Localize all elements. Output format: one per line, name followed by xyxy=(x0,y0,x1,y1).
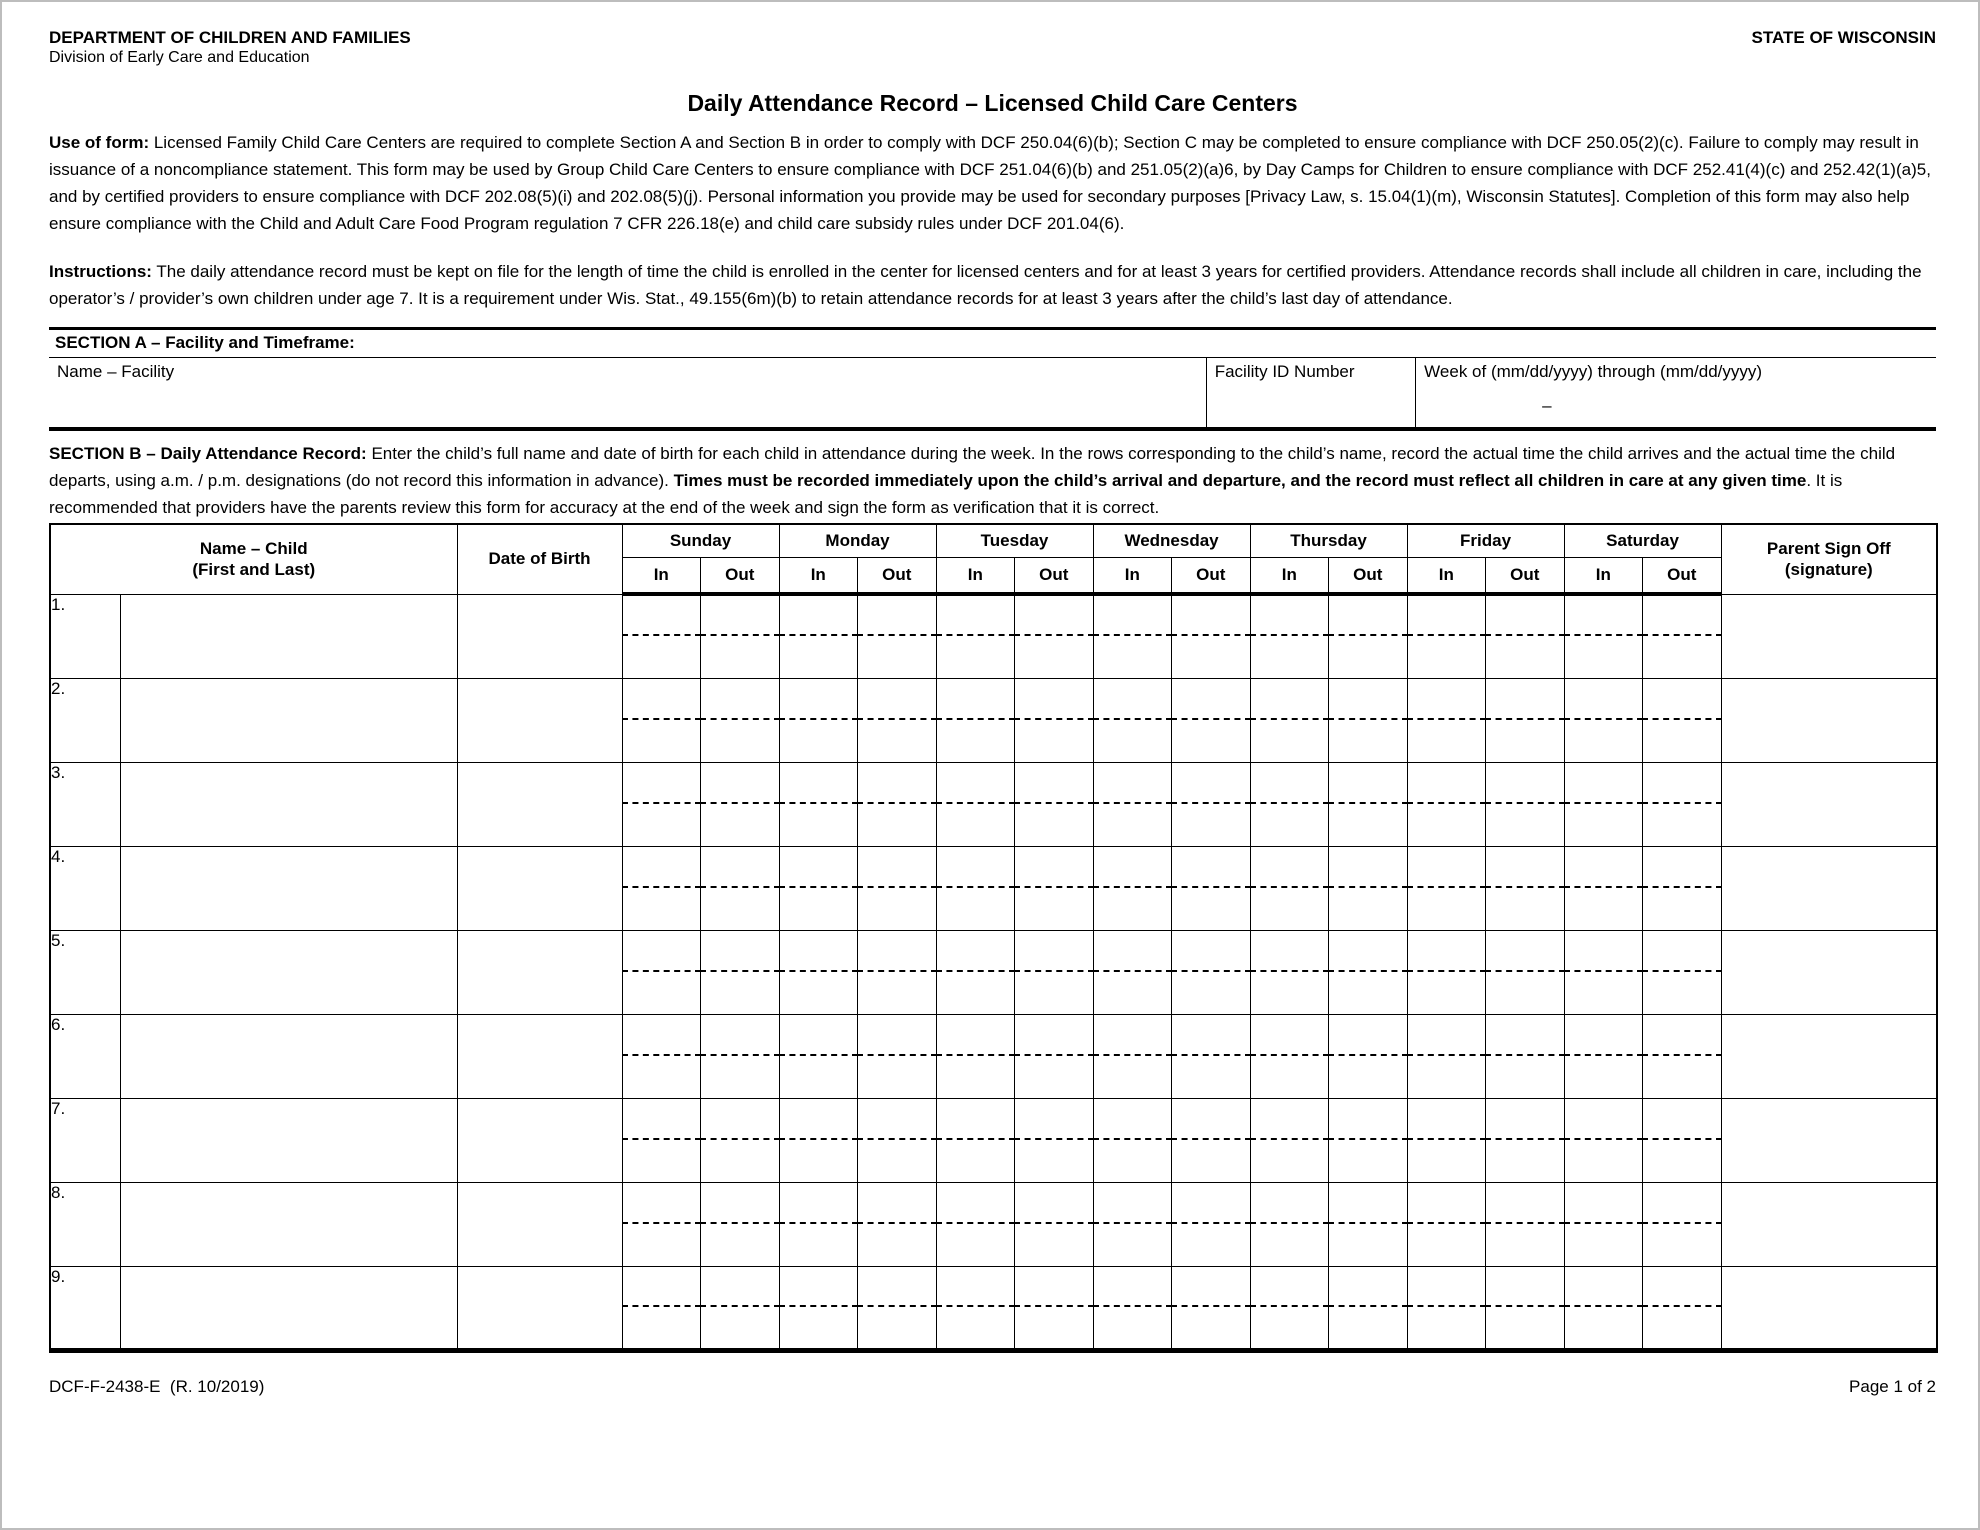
time-in-cell-thursday[interactable] xyxy=(1250,1266,1329,1350)
time-in-cell-monday[interactable] xyxy=(779,930,858,1014)
time-in-cell-monday[interactable] xyxy=(779,1014,858,1098)
time-out-cell-monday[interactable] xyxy=(858,1098,937,1182)
time-out-cell-tuesday[interactable] xyxy=(1015,678,1094,762)
time-in-cell-thursday[interactable] xyxy=(1250,594,1329,678)
date-of-birth-cell[interactable] xyxy=(457,1098,622,1182)
time-in-cell-sunday[interactable] xyxy=(622,930,701,1014)
parent-signoff-cell[interactable] xyxy=(1721,594,1937,678)
child-name-cell[interactable] xyxy=(120,930,457,1014)
time-in-cell-tuesday[interactable] xyxy=(936,678,1015,762)
section-a-fields xyxy=(49,358,1936,427)
time-out-cell-saturday[interactable] xyxy=(1643,1266,1722,1350)
day-header-saturday: Saturday xyxy=(1564,524,1721,557)
division-name: Division of Early Care and Education xyxy=(49,49,310,66)
time-out-cell-monday[interactable] xyxy=(858,1014,937,1098)
time-in-cell-friday[interactable] xyxy=(1407,762,1486,846)
time-out-cell-friday[interactable] xyxy=(1486,1098,1565,1182)
time-out-cell-wednesday[interactable] xyxy=(1172,1098,1251,1182)
time-in-cell-sunday[interactable] xyxy=(622,1098,701,1182)
time-in-cell-tuesday[interactable] xyxy=(936,846,1015,930)
day-header-friday: Friday xyxy=(1407,524,1564,557)
time-in-cell-friday[interactable] xyxy=(1407,678,1486,762)
time-in-cell-monday[interactable] xyxy=(779,678,858,762)
child-name-cell[interactable] xyxy=(120,1266,457,1350)
time-out-cell-saturday[interactable] xyxy=(1643,930,1722,1014)
use-of-form-text: Licensed Family Child Care Centers are required to complete Section A and Section B in order to comply with DCF 250.04(6)(b); Section C may be completed to ensure compliance with DCF 250.05(2)(c). Failure to comply may result in issuance of a noncompliance statement. This form may be used by Group Child Care Centers to ensure compliance with DCF 251.04(6)(b) and 251.05(2)(a)6, by Day Camps for Children to ensure compliance with DCF 252.41(4)(c) and 252.42(1)(a)5, and by certified providers to ensure compliance with DCF 202.08(5)(i) and 202.08(5)(j). Personal information you provide may be used for secondary purposes [Privacy Law, s. 15.04(1)(m), Wisconsin Statutes]. Completion of this form may also help ensure compliance with the Child and Adult Care Food Program regulation 7 CFR 226.18(e) and child care subsidy rules under DCF 201.04(6). xyxy=(49,133,1931,233)
time-in-cell-monday[interactable] xyxy=(779,1266,858,1350)
date-of-birth-cell[interactable] xyxy=(457,1182,622,1266)
state-label: STATE OF WISCONSIN xyxy=(1751,28,1936,47)
table-row xyxy=(50,1266,1937,1350)
table-row xyxy=(50,846,1937,930)
in-header-wednesday: In xyxy=(1093,557,1172,594)
instructions-label: Instructions: xyxy=(49,262,152,281)
time-out-cell-tuesday[interactable] xyxy=(1015,846,1094,930)
time-out-cell-thursday[interactable] xyxy=(1329,678,1408,762)
time-out-cell-saturday[interactable] xyxy=(1643,1182,1722,1266)
table-row xyxy=(50,678,1937,762)
time-in-cell-saturday[interactable] xyxy=(1564,1014,1643,1098)
in-header-saturday: In xyxy=(1564,557,1643,594)
parent-signoff-cell[interactable] xyxy=(1721,762,1937,846)
child-name-cell[interactable] xyxy=(120,846,457,930)
section-b-paragraph xyxy=(49,440,1936,521)
name-child-header-line1: Name – Child xyxy=(199,539,308,559)
time-out-cell-monday[interactable] xyxy=(858,846,937,930)
row-number: 5. xyxy=(50,930,120,1014)
time-out-cell-wednesday[interactable] xyxy=(1172,1014,1251,1098)
week-of-label: Week of (mm/dd/yyyy) through (mm/dd/yyyy) xyxy=(1424,362,1763,381)
time-in-cell-tuesday[interactable] xyxy=(936,1266,1015,1350)
time-out-cell-wednesday[interactable] xyxy=(1172,930,1251,1014)
date-of-birth-cell[interactable] xyxy=(457,846,622,930)
time-out-cell-friday[interactable] xyxy=(1486,1014,1565,1098)
row-number: 7. xyxy=(50,1098,120,1182)
time-in-cell-monday[interactable] xyxy=(779,1182,858,1266)
section-a-heading: SECTION A – Facility and Timeframe: xyxy=(49,330,1936,358)
time-out-cell-tuesday[interactable] xyxy=(1015,1098,1094,1182)
time-out-cell-saturday[interactable] xyxy=(1643,762,1722,846)
time-out-cell-thursday[interactable] xyxy=(1329,1266,1408,1350)
instructions-paragraph xyxy=(49,258,1936,312)
row-number: 3. xyxy=(50,762,120,846)
time-out-cell-wednesday[interactable] xyxy=(1172,678,1251,762)
time-in-cell-saturday[interactable] xyxy=(1564,1182,1643,1266)
time-in-cell-saturday[interactable] xyxy=(1564,762,1643,846)
name-child-header xyxy=(50,524,457,594)
date-of-birth-cell[interactable] xyxy=(457,762,622,846)
time-in-cell-wednesday[interactable] xyxy=(1093,1014,1172,1098)
time-out-cell-wednesday[interactable] xyxy=(1172,846,1251,930)
day-header-thursday: Thursday xyxy=(1250,524,1407,557)
time-in-cell-sunday[interactable] xyxy=(622,678,701,762)
time-in-cell-wednesday[interactable] xyxy=(1093,1266,1172,1350)
time-in-cell-wednesday[interactable] xyxy=(1093,930,1172,1014)
time-in-cell-saturday[interactable] xyxy=(1564,1266,1643,1350)
out-header-monday: Out xyxy=(858,557,937,594)
time-out-cell-friday[interactable] xyxy=(1486,1266,1565,1350)
table-row xyxy=(50,594,1937,678)
parent-signoff-cell[interactable] xyxy=(1721,930,1937,1014)
time-out-cell-sunday[interactable] xyxy=(701,1182,780,1266)
time-out-cell-saturday[interactable] xyxy=(1643,1014,1722,1098)
time-out-cell-saturday[interactable] xyxy=(1643,594,1722,678)
time-out-cell-friday[interactable] xyxy=(1486,846,1565,930)
time-in-cell-friday[interactable] xyxy=(1407,1098,1486,1182)
in-header-sunday: In xyxy=(622,557,701,594)
row-number: 8. xyxy=(50,1182,120,1266)
time-out-cell-monday[interactable] xyxy=(858,1182,937,1266)
row-number: 9. xyxy=(50,1266,120,1350)
time-out-cell-wednesday[interactable] xyxy=(1172,594,1251,678)
time-in-cell-tuesday[interactable] xyxy=(936,1182,1015,1266)
out-header-friday: Out xyxy=(1486,557,1565,594)
time-in-cell-monday[interactable] xyxy=(779,594,858,678)
time-out-cell-monday[interactable] xyxy=(858,678,937,762)
date-of-birth-cell[interactable] xyxy=(457,678,622,762)
time-in-cell-tuesday[interactable] xyxy=(936,1098,1015,1182)
time-in-cell-sunday[interactable] xyxy=(622,846,701,930)
time-out-cell-monday[interactable] xyxy=(858,930,937,1014)
time-out-cell-tuesday[interactable] xyxy=(1015,1014,1094,1098)
time-in-cell-thursday[interactable] xyxy=(1250,678,1329,762)
time-in-cell-tuesday[interactable] xyxy=(936,762,1015,846)
time-in-cell-friday[interactable] xyxy=(1407,1266,1486,1350)
date-of-birth-cell[interactable] xyxy=(457,594,622,678)
child-name-cell[interactable] xyxy=(120,1182,457,1266)
time-in-cell-sunday[interactable] xyxy=(622,594,701,678)
date-of-birth-cell[interactable] xyxy=(457,930,622,1014)
row-number: 2. xyxy=(50,678,120,762)
time-in-cell-thursday[interactable] xyxy=(1250,1014,1329,1098)
time-out-cell-wednesday[interactable] xyxy=(1172,762,1251,846)
parent-signoff-cell[interactable] xyxy=(1721,1182,1937,1266)
time-out-cell-tuesday[interactable] xyxy=(1015,594,1094,678)
time-in-cell-sunday[interactable] xyxy=(622,1182,701,1266)
time-in-cell-friday[interactable] xyxy=(1407,594,1486,678)
time-out-cell-wednesday[interactable] xyxy=(1172,1266,1251,1350)
time-in-cell-tuesday[interactable] xyxy=(936,930,1015,1014)
time-out-cell-sunday[interactable] xyxy=(701,1098,780,1182)
child-name-cell[interactable] xyxy=(120,594,457,678)
child-name-cell[interactable] xyxy=(120,1098,457,1182)
time-in-cell-sunday[interactable] xyxy=(622,762,701,846)
time-out-cell-thursday[interactable] xyxy=(1329,1098,1408,1182)
section-a xyxy=(49,327,1936,431)
time-in-cell-saturday[interactable] xyxy=(1564,1098,1643,1182)
child-name-cell[interactable] xyxy=(120,762,457,846)
in-header-thursday: In xyxy=(1250,557,1329,594)
time-in-cell-thursday[interactable] xyxy=(1250,846,1329,930)
parent-signoff-cell[interactable] xyxy=(1721,1014,1937,1098)
row-number: 6. xyxy=(50,1014,120,1098)
page-header xyxy=(49,28,1936,68)
time-in-cell-sunday[interactable] xyxy=(622,1014,701,1098)
time-in-cell-wednesday[interactable] xyxy=(1093,678,1172,762)
parent-signoff-cell[interactable] xyxy=(1721,846,1937,930)
table-row xyxy=(50,762,1937,846)
time-out-cell-saturday[interactable] xyxy=(1643,846,1722,930)
time-in-cell-wednesday[interactable] xyxy=(1093,594,1172,678)
facility-id-label: Facility ID Number xyxy=(1214,362,1355,381)
time-out-cell-friday[interactable] xyxy=(1486,762,1565,846)
time-in-cell-thursday[interactable] xyxy=(1250,930,1329,1014)
time-out-cell-friday[interactable] xyxy=(1486,678,1565,762)
time-out-cell-thursday[interactable] xyxy=(1329,846,1408,930)
time-in-cell-friday[interactable] xyxy=(1407,930,1486,1014)
in-header-tuesday: In xyxy=(936,557,1015,594)
time-in-cell-friday[interactable] xyxy=(1407,846,1486,930)
day-header-monday: Monday xyxy=(779,524,936,557)
parent-signoff-cell[interactable] xyxy=(1721,678,1937,762)
time-out-cell-tuesday[interactable] xyxy=(1015,762,1094,846)
time-out-cell-sunday[interactable] xyxy=(701,846,780,930)
name-child-header-line2: (First and Last) xyxy=(192,560,316,580)
time-out-cell-friday[interactable] xyxy=(1486,1182,1565,1266)
time-in-cell-tuesday[interactable] xyxy=(936,1014,1015,1098)
table-row xyxy=(50,1098,1937,1182)
table-row xyxy=(50,930,1937,1014)
time-out-cell-sunday[interactable] xyxy=(701,1266,780,1350)
time-in-cell-thursday[interactable] xyxy=(1250,1182,1329,1266)
time-out-cell-thursday[interactable] xyxy=(1329,594,1408,678)
time-out-cell-saturday[interactable] xyxy=(1643,1098,1722,1182)
page-footer xyxy=(49,1377,1936,1397)
time-out-cell-monday[interactable] xyxy=(858,594,937,678)
out-header-saturday: Out xyxy=(1643,557,1722,594)
form-title: Daily Attendance Record – Licensed Child Care Centers xyxy=(687,90,1298,116)
time-out-cell-wednesday[interactable] xyxy=(1172,1182,1251,1266)
facility-name-field[interactable] xyxy=(49,358,1206,427)
time-out-cell-monday[interactable] xyxy=(858,762,937,846)
section-b-bold-text: Times must be recorded immediately upon the child’s arrival and departure, and the record must reflect all children in care at any given time xyxy=(673,471,1807,490)
time-out-cell-tuesday[interactable] xyxy=(1015,1182,1094,1266)
time-in-cell-saturday[interactable] xyxy=(1564,594,1643,678)
date-of-birth-cell[interactable] xyxy=(457,1014,622,1098)
facility-id-field[interactable] xyxy=(1206,358,1415,427)
week-range-dash: – xyxy=(1542,396,1552,415)
time-in-cell-monday[interactable] xyxy=(779,1098,858,1182)
agency-block xyxy=(49,28,411,68)
table-row xyxy=(50,1182,1937,1266)
attendance-table xyxy=(49,523,1938,1353)
time-in-cell-thursday[interactable] xyxy=(1250,762,1329,846)
time-in-cell-saturday[interactable] xyxy=(1564,846,1643,930)
time-out-cell-saturday[interactable] xyxy=(1643,678,1722,762)
use-of-form-label: Use of form: xyxy=(49,133,150,152)
time-in-cell-wednesday[interactable] xyxy=(1093,1182,1172,1266)
instructions-text: The daily attendance record must be kept on file for the length of time the child is enrolled in the center for licensed centers and for at least 3 years for certified providers. Attendance records shall include all children in care, including the operator’s / provider’s own children under age 7. It is a requirement under Wis. Stat., 49.155(6m)(b) to retain attendance records for at least 3 years after the child’s last day of attendance. xyxy=(49,262,1922,308)
parent-signoff-header-line1: Parent Sign Off xyxy=(1766,539,1891,559)
time-out-cell-thursday[interactable] xyxy=(1329,930,1408,1014)
table-row xyxy=(50,1014,1937,1098)
use-of-form-paragraph xyxy=(49,129,1936,237)
time-in-cell-monday[interactable] xyxy=(779,846,858,930)
time-out-cell-tuesday[interactable] xyxy=(1015,1266,1094,1350)
time-out-cell-friday[interactable] xyxy=(1486,930,1565,1014)
time-out-cell-thursday[interactable] xyxy=(1329,1014,1408,1098)
parent-signoff-header xyxy=(1721,524,1937,594)
time-in-cell-tuesday[interactable] xyxy=(936,594,1015,678)
section-b-text-2: . It is recommended that providers have the parents review this form for accuracy at the end of the week and sign the form as verification that it is correct. xyxy=(49,471,1843,517)
in-header-monday: In xyxy=(779,557,858,594)
time-in-cell-wednesday[interactable] xyxy=(1093,1098,1172,1182)
parent-signoff-cell[interactable] xyxy=(1721,1266,1937,1350)
time-in-cell-saturday[interactable] xyxy=(1564,930,1643,1014)
row-number: 1. xyxy=(50,594,120,678)
parent-signoff-header-line2: (signature) xyxy=(1784,560,1873,580)
dob-header: Date of Birth xyxy=(457,524,622,594)
day-header-sunday: Sunday xyxy=(622,524,779,557)
time-out-cell-sunday[interactable] xyxy=(701,762,780,846)
time-out-cell-friday[interactable] xyxy=(1486,594,1565,678)
time-in-cell-monday[interactable] xyxy=(779,762,858,846)
form-number: DCF-F-2438-E (R. 10/2019) xyxy=(49,1376,265,1396)
section-b-text-1: Enter the child’s full name and date of birth for each child in attendance during the week. In the rows corresponding to the child’s name, record the actual time the child arrives and the actual time the child departs, using a.m. / p.m. designations (do not record this information in advance). xyxy=(49,444,1896,490)
time-out-cell-sunday[interactable] xyxy=(701,594,780,678)
time-in-cell-wednesday[interactable] xyxy=(1093,762,1172,846)
time-in-cell-sunday[interactable] xyxy=(622,1266,701,1350)
time-out-cell-tuesday[interactable] xyxy=(1015,930,1094,1014)
time-out-cell-thursday[interactable] xyxy=(1329,1182,1408,1266)
in-header-friday: In xyxy=(1407,557,1486,594)
day-header-wednesday: Wednesday xyxy=(1093,524,1250,557)
agency-name: DEPARTMENT OF CHILDREN AND FAMILIES xyxy=(49,28,411,47)
page-number: Page 1 of 2 xyxy=(1849,1376,1936,1396)
time-out-cell-sunday[interactable] xyxy=(701,678,780,762)
time-out-cell-monday[interactable] xyxy=(858,1266,937,1350)
time-in-cell-thursday[interactable] xyxy=(1250,1098,1329,1182)
time-out-cell-sunday[interactable] xyxy=(701,930,780,1014)
time-in-cell-wednesday[interactable] xyxy=(1093,846,1172,930)
out-header-wednesday: Out xyxy=(1172,557,1251,594)
out-header-tuesday: Out xyxy=(1015,557,1094,594)
child-name-cell[interactable] xyxy=(120,678,457,762)
time-in-cell-friday[interactable] xyxy=(1407,1182,1486,1266)
time-out-cell-sunday[interactable] xyxy=(701,1014,780,1098)
date-of-birth-cell[interactable] xyxy=(457,1266,622,1350)
out-header-sunday: Out xyxy=(701,557,780,594)
parent-signoff-cell[interactable] xyxy=(1721,1098,1937,1182)
facility-name-label: Name – Facility xyxy=(57,362,175,381)
time-in-cell-friday[interactable] xyxy=(1407,1014,1486,1098)
section-b-heading: SECTION B – Daily Attendance Record: xyxy=(49,444,367,463)
time-out-cell-thursday[interactable] xyxy=(1329,762,1408,846)
day-header-tuesday: Tuesday xyxy=(936,524,1093,557)
week-of-field[interactable] xyxy=(1415,358,1936,427)
out-header-thursday: Out xyxy=(1329,557,1408,594)
row-number: 4. xyxy=(50,846,120,930)
time-in-cell-saturday[interactable] xyxy=(1564,678,1643,762)
child-name-cell[interactable] xyxy=(120,1014,457,1098)
